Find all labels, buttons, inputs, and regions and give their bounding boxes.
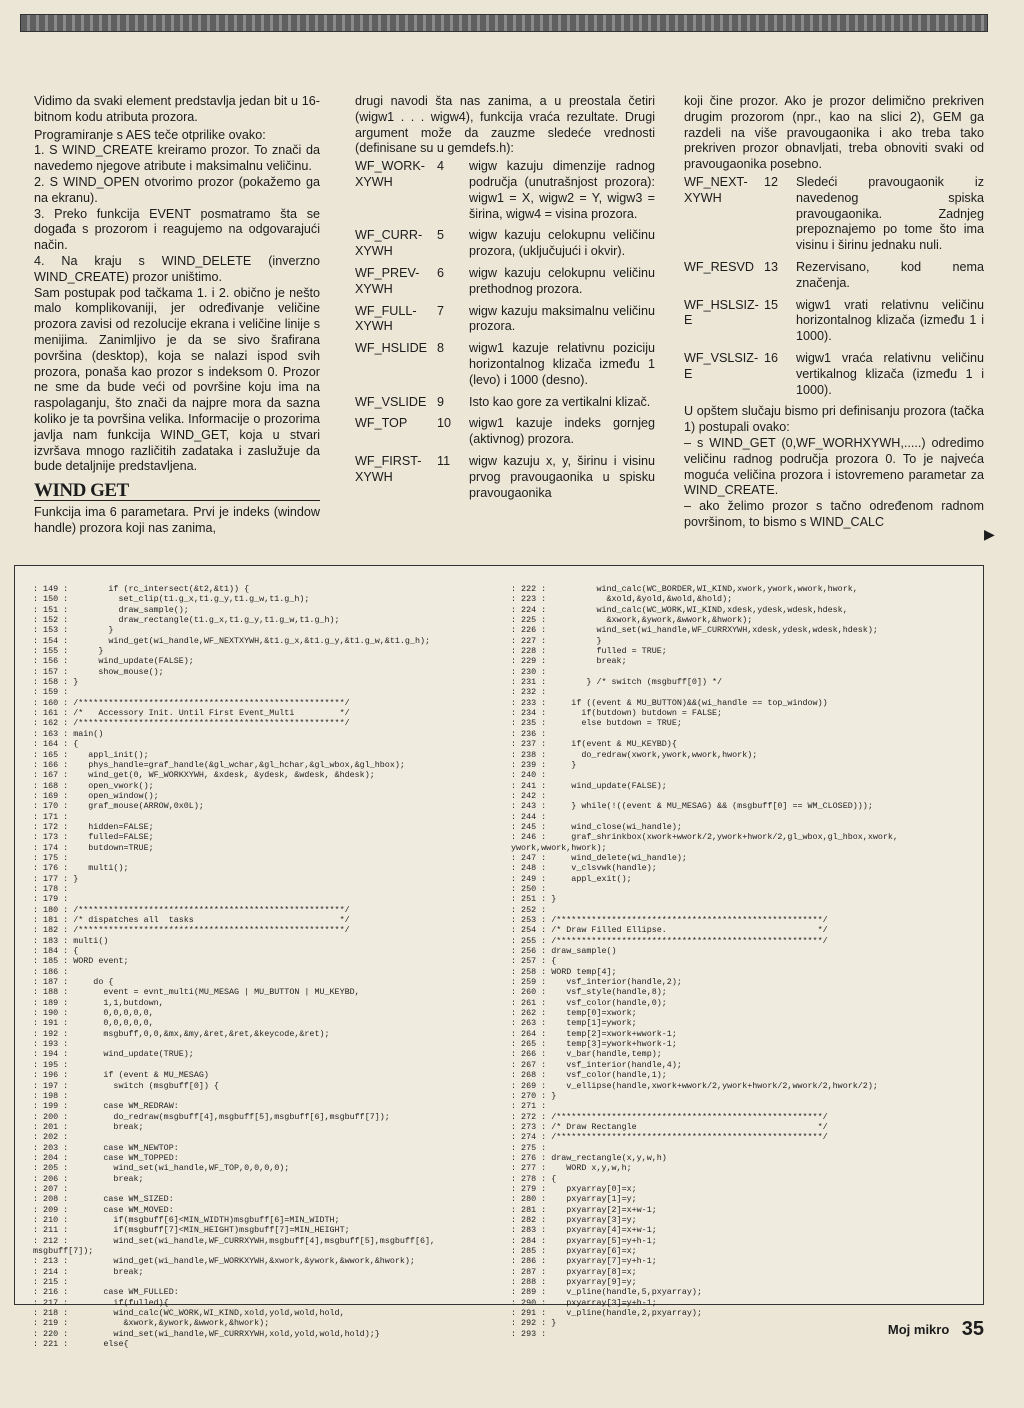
code-line: : 184 : { (33, 946, 79, 957)
code-line: : 289 : v_pline(handle,5,pxyarray); (511, 1287, 702, 1298)
code-line: : 217 : if(fulled){ (33, 1297, 169, 1308)
param-number: 15 (764, 297, 779, 312)
code-line: : 221 : else{ (33, 1339, 129, 1350)
code-line: : 257 : { (511, 956, 557, 967)
code-line: : 243 : } while(!((event & MU_MESAG) && (msgbuff[0] == WM_CLOSED))); (511, 801, 873, 812)
code-line: : 159 : (33, 687, 69, 698)
code-line: : 153 : } (33, 625, 114, 636)
code-line: : 222 : wind_calc(WC_BORDER,WI_KIND,xwork,ywork,wwork,hwork, (511, 584, 858, 594)
code-line: : 178 : (33, 883, 69, 894)
code-line: : 235 : else butdown = TRUE; (511, 718, 682, 729)
param-row (355, 341, 655, 394)
page-footer (888, 1318, 984, 1341)
code-line: : 236 : (511, 728, 547, 739)
param-desc: wigw1 kazuje relativnu poziciju horizontalnog klizača između 1 (levo) i 1000 (desno). (469, 341, 655, 387)
code-line: : 258 : WORD temp[4]; (511, 966, 617, 977)
code-line: : 261 : vsf_color(handle,0); (511, 997, 667, 1008)
code-line: : 271 : (511, 1101, 547, 1112)
code-line: : 160 : /*****************************************************/ (33, 697, 350, 708)
param-row (355, 416, 655, 454)
code-line: : 292 : } (511, 1318, 557, 1329)
code-line: : 233 : if ((event & MU_BUTTON)&&(wi_handle == top_window)) (511, 697, 828, 708)
code-line: : 247 : wind_delete(wi_handle); (511, 852, 687, 863)
code-line: : 158 : } (33, 677, 79, 688)
code-line: : 182 : /*****************************************************/ (33, 925, 350, 936)
code-line: : 244 : (511, 811, 547, 822)
param-name: WF_PREV- XYWH (355, 265, 420, 296)
code-line: : 181 : /* dispatches all tasks */ (33, 915, 350, 925)
code-line: : 164 : { (33, 739, 79, 750)
code-line: msgbuff[7]); (33, 1246, 94, 1256)
param-name: WF_RESVD (684, 259, 754, 274)
param-number: 11 (437, 453, 451, 468)
param-row (684, 351, 984, 404)
code-line: : 186 : (33, 966, 69, 977)
code-line: : 229 : break; (511, 656, 627, 667)
code-line: : 259 : vsf_interior(handle,2); (511, 977, 682, 988)
code-line: : 248 : v_clsvwk(handle); (511, 863, 657, 874)
param-table (355, 159, 655, 507)
code-line: : 161 : /* Accessory Init. Until First Event_Multi */ (33, 708, 350, 719)
paragraph: 2. S WIND_OPEN otvorimo prozor (pokažemo ga na ekranu). (34, 174, 320, 205)
param-number: 4 (437, 159, 445, 174)
code-line: : 230 : (511, 666, 547, 677)
code-line: : 220 : wind_set(wi_handle,WF_CURRXYWH,xold,yold,wold,hold);} (33, 1328, 380, 1339)
code-line: : 268 : vsf_color(handle,1); (511, 1070, 667, 1081)
code-line: : 237 : if(event & MU_KEYBD){ (511, 739, 677, 750)
param-desc: wigw kazuju dimenzije radnog područja (unutrašnjost prozora): wigw1 = X, wigw2 = Y, wigw3 = širina, wigw4 = visina prozora. (469, 159, 655, 221)
code-line: : 252 : (511, 904, 547, 915)
code-line: : 152 : draw_rectangle(t1.g_x,t1.g_y,t1.g_w,t1.g_h); (33, 615, 340, 626)
code-line: : 213 : wind_get(wi_handle,WF_WORKXYWH,&xwork,&ywork,&wwork,&hwork); (33, 1256, 415, 1267)
code-line: : 238 : do_redraw(xwork,ywork,wwork,hwork); (511, 749, 758, 760)
code-line: : 170 : graf_mouse(ARROW,0x0L); (33, 801, 204, 812)
code-line: : 260 : vsf_style(handle,8); (511, 987, 667, 998)
code-line: : 215 : (33, 1277, 69, 1288)
code-line: : 219 : &xwork,&ywork,&wwork,&hwork); (33, 1318, 270, 1329)
paragraph: koji čine prozor. Ako je prozor delimično prekriven drugim prozorom (npr., kao na slici 2), GEM ga razdeli na više pravougaonika i ako treba tako prekriven prozor obnavljati, treba obnoviti svaki od pravougaonika posebno. (684, 94, 984, 172)
code-line: : 204 : case WM_TOPPED: (33, 1152, 179, 1163)
code-line: : 227 : } (511, 635, 602, 646)
code-line: ywork,wwork,hwork); (511, 842, 607, 853)
code-line: : 285 : pxyarray[6]=x; (511, 1246, 637, 1256)
code-line: : 193 : (33, 1039, 69, 1050)
code-line: : 180 : /*****************************************************/ (33, 904, 350, 915)
code-line: : 225 : &xwork,&ywork,&wwork,&hwork); (511, 615, 753, 626)
code-line: : 189 : 1,1,butdown, (33, 997, 164, 1008)
code-column-left (33, 584, 435, 1349)
code-line: : 231 : } /* switch (msgbuff[0]) */ (511, 677, 723, 688)
text-column-3 (684, 94, 984, 531)
code-line: : 250 : (511, 883, 547, 894)
code-line: : 196 : if (event & MU_MESAG) (33, 1070, 209, 1081)
paragraph: Sam postupak pod tačkama 1. i 2. obično je nešto malo komplikovaniji, jer određivanje veličine prozora zavisi od rezolucije ekrana i veličine linije s menijima. Zanimljivo je da se sivo šrafirana površina (desktop), koja se nalazi ispod svih prozora, ponaša kao prozor s indeksom 0. Prozor ne sme da bude veći od površine koju ima na raspolaganju, što znači da najpre mora da sazna koliko je ta površina velika. Informacije o prozorima javlja nam funkcija WIND_GET, koja u stvari izvršava mnogo različitih zadataka i zaslužuje da bude detaljnije predstavljena. (34, 285, 320, 474)
param-desc: wigw1 vraća relativnu veličinu vertikalnog klizača (između 1 i 1000). (796, 350, 984, 397)
code-line: : 205 : wind_set(wi_handle,WF_TOP,0,0,0,0); (33, 1163, 290, 1174)
code-line: : 191 : 0,0,0,0,0, (33, 1018, 154, 1029)
code-line: : 190 : 0,0,0,0,0, (33, 1008, 154, 1019)
param-desc: wigw1 vrati relativnu veličinu horizontalnog klizača (između 1 i 1000). (796, 297, 984, 344)
code-line: : 256 : draw_sample() (511, 946, 617, 957)
code-line: : 198 : (33, 1090, 69, 1101)
param-desc: wigw kazuju celokupnu veličinu prozora, (uključujući i okvir). (469, 228, 655, 259)
code-line: : 267 : vsf_interior(handle,4); (511, 1059, 682, 1070)
param-row (684, 298, 984, 351)
code-line: : 274 : /*****************************************************/ (511, 1132, 828, 1143)
code-line: : 185 : WORD event; (33, 956, 129, 967)
param-row (684, 260, 984, 298)
code-line: : 207 : (33, 1183, 69, 1194)
param-number: 6 (437, 265, 445, 280)
code-line: : 187 : do { (33, 977, 114, 988)
code-line: : 241 : wind_update(FALSE); (511, 780, 667, 791)
param-name: WF_WORK- XYWH (355, 159, 425, 189)
code-line: : 201 : break; (33, 1121, 144, 1132)
code-line: : 246 : graf_shrinkbox(xwork+wwork/2,ywork+hwork/2,gl_wbox,gl_hbox,xwork, (511, 832, 898, 843)
code-line: : 156 : wind_update(FALSE); (33, 656, 194, 667)
code-line: : 254 : /* Draw Filled Ellipse. */ (511, 925, 828, 936)
code-line: : 155 : } (33, 646, 104, 657)
code-line: : 255 : /*****************************************************/ (511, 935, 828, 946)
paragraph: 1. S WIND_CREATE kreiramo prozor. To znači da navedemo njegove atribute i maksimalnu veličinu. (34, 143, 320, 174)
param-number: 16 (764, 350, 779, 365)
param-row (355, 395, 655, 417)
param-name: WF_CURR- XYWH (355, 228, 423, 259)
code-line: : 214 : break; (33, 1266, 144, 1277)
code-line: : 206 : break; (33, 1173, 144, 1184)
code-line: : 179 : (33, 894, 69, 905)
code-line: : 293 : (511, 1328, 547, 1339)
param-desc: Sledeći pravougaonik iz navedenog spiska pravougaonika. Zadnjeg prepoznajemo po tome što ima visinu i širinu jednaku nuli. (796, 174, 984, 253)
param-number: 12 (764, 174, 779, 189)
page-header-bar (20, 14, 988, 32)
code-line: : 262 : temp[0]=xwork; (511, 1008, 637, 1019)
code-line: : 276 : draw_rectangle(x,y,w,h) (511, 1152, 667, 1163)
paragraph: 3. Preko funkcija EVENT posmatramo šta se događa s prozorom i reagujemo na odgovarajući način. (34, 206, 320, 253)
code-line: : 151 : draw_sample(); (33, 604, 189, 615)
code-line: : 167 : wind_get(0, WF_WORKXYWH, &xdesk, &ydesk, &wdesk, &hdesk); (33, 770, 375, 781)
code-line: : 208 : case WM_SIZED: (33, 1194, 174, 1205)
param-desc: wigw kazuju celokupnu veličinu prethodnog prozora. (469, 265, 655, 296)
param-desc: wigw kazuju x, y, širinu i visinu prvog pravougaonika u spisku pravougaonika (469, 453, 655, 500)
code-line: : 264 : temp[2]=xwork+wwork-1; (511, 1028, 677, 1039)
param-row (355, 266, 655, 304)
code-line: : 171 : (33, 811, 69, 822)
code-line: : 239 : } (511, 759, 577, 770)
code-line: : 176 : multi(); (33, 863, 129, 874)
code-line: : 166 : phys_handle=graf_handle(&gl_wchar,&gl_hchar,&gl_wbox,&gl_hbox); (33, 759, 405, 770)
code-line: : 149 : if (rc_intersect(&t2,&t1)) { (33, 584, 250, 594)
code-line: : 218 : wind_calc(WC_WORK,WI_KIND,xold,yold,wold,hold, (33, 1308, 345, 1319)
code-line: : 172 : hidden=FALSE; (33, 821, 154, 832)
param-name: WF_FULL- XYWH (355, 303, 417, 334)
code-line: : 154 : wind_get(wi_handle,WF_NEXTXYWH,&t1.g_x,&t1.g_y,&t1.g_w,&t1.g_h); (33, 635, 431, 646)
code-line: : 211 : if(msgbuff[7]<MIN_HEIGHT)msgbuff[7]=MIN_HEIGHT; (33, 1225, 350, 1236)
code-line: : 278 : { (511, 1173, 557, 1184)
code-line: : 162 : /*****************************************************/ (33, 718, 350, 729)
code-line: : 277 : WORD x,y,w,h; (511, 1163, 632, 1174)
code-line: : 203 : case WM_NEWTOP: (33, 1142, 179, 1153)
code-line: : 224 : wind_calc(WC_WORK,WI_KIND,xdesk,ydesk,wdesk,hdesk, (511, 604, 848, 615)
code-line: : 169 : open_window(); (33, 790, 159, 801)
code-line: : 270 : } (511, 1090, 557, 1101)
param-name: WF_FIRST- XYWH (355, 453, 422, 484)
code-line: : 281 : pxyarray[2]=x+w-1; (511, 1204, 657, 1215)
param-table (684, 175, 984, 404)
magazine-name: Moj mikro (887, 1322, 950, 1337)
code-line: : 197 : switch (msgbuff[0]) { (33, 1080, 219, 1091)
code-line: : 240 : (511, 770, 547, 781)
code-line: : 272 : /*****************************************************/ (511, 1111, 828, 1122)
section-heading: WIND GET (34, 483, 320, 501)
param-row (355, 228, 655, 266)
code-line: : 286 : pxyarray[7]=y+h-1; (511, 1256, 657, 1267)
code-line: : 175 : (33, 852, 69, 863)
paragraph: 4. Na kraju s WIND_DELETE (inverzno WIND_CREATE) prozor uništimo. (34, 253, 320, 284)
code-line: : 284 : pxyarray[5]=y+h-1; (511, 1235, 657, 1246)
code-line: : 251 : } (511, 894, 557, 905)
code-line: : 223 : &xold,&yold,&wold,&hold); (511, 594, 733, 605)
code-line: : 279 : pxyarray[0]=x; (511, 1183, 637, 1194)
code-column-right (511, 584, 898, 1339)
code-line: : 226 : wind_set(wi_handle,WF_CURRXYWH,xdesk,ydesk,wdesk,hdesk); (511, 625, 878, 636)
param-number: 8 (437, 341, 445, 356)
code-line: : 194 : wind_update(TRUE); (33, 1049, 194, 1060)
code-line: : 195 : (33, 1059, 69, 1070)
param-name: WF_TOP (355, 416, 408, 431)
code-line: : 266 : v_bar(handle,temp); (511, 1049, 662, 1060)
code-line: : 210 : if(msgbuff[6]<MIN_WIDTH)msgbuff[6]=MIN_WIDTH; (33, 1214, 340, 1225)
code-line: : 199 : case WM_REDRAW: (33, 1101, 179, 1112)
code-line: : 202 : (33, 1132, 69, 1143)
paragraph: Vidimo da svaki element predstavlja jedan bit u 16-bitnom kodu atributa prozora. (34, 94, 320, 124)
code-line: : 265 : temp[3]=ywork+hwork-1; (511, 1039, 677, 1050)
code-line: : 288 : pxyarray[9]=y; (511, 1277, 637, 1288)
code-line: : 287 : pxyarray[8]=x; (511, 1266, 637, 1277)
code-line: : 253 : /*****************************************************/ (511, 915, 828, 925)
param-desc: Isto kao gore za vertikalni klizač. (469, 394, 651, 409)
paragraph: drugi navodi šta nas zanima, a u preostala četiri (wigw1 . . . wigw4), funkcija vraća rezultate. Drugi argument može da zauzme sledeće vrednosti (definisane su u gemdefs.h): (355, 94, 655, 156)
page-number: 35 (961, 1318, 984, 1340)
param-row (684, 175, 984, 260)
paragraph: Programiranje s AES teče otprilike ovako: (34, 127, 266, 142)
param-desc: wigw kazuju maksimalnu veličinu prozora. (469, 303, 655, 334)
code-line: : 290 : pxyarray[3]=y+h-1; (511, 1297, 657, 1308)
code-line: : 245 : wind_close(wi_handle); (511, 821, 682, 832)
param-name: WF_HSLSIZ- E (684, 297, 759, 328)
text-column-1 (34, 94, 320, 537)
code-line: : 150 : set_clip(t1.g_x,t1.g_y,t1.g_w,t1.g_h); (33, 594, 310, 605)
code-line: : 269 : v_ellipse(handle,xwork+wwork/2,ywork+hwork/2,wwork/2,hwork/2); (511, 1080, 878, 1091)
param-desc: Rezervisano, kod nema značenja. (796, 259, 984, 290)
code-line: : 163 : main() (33, 728, 104, 739)
code-line: : 273 : /* Draw Rectangle */ (511, 1121, 828, 1132)
code-line: : 209 : case WM_MOVED: (33, 1204, 174, 1215)
text-column-2 (355, 94, 655, 507)
param-name: WF_NEXT- XYWH (684, 174, 748, 205)
param-number: 10 (437, 416, 452, 431)
param-name: WF_VSLIDE (355, 394, 427, 409)
code-line: : 234 : if(butdown) butdown = FALSE; (511, 708, 723, 719)
param-row (355, 454, 655, 507)
code-line: : 174 : butdown=TRUE; (33, 842, 154, 853)
param-desc: wigw1 kazuje indeks gornjeg (aktivnog) prozora. (469, 416, 655, 447)
param-number: 5 (437, 228, 445, 243)
code-line: : 283 : pxyarray[4]=x+w-1; (511, 1225, 657, 1236)
code-line: : 173 : fulled=FALSE; (33, 832, 154, 843)
code-line: : 280 : pxyarray[1]=y; (511, 1194, 637, 1205)
code-line: : 188 : event = evnt_multi(MU_MESAG | MU_BUTTON | MU_KEYBD, (33, 987, 360, 998)
param-number: 13 (764, 259, 779, 274)
code-line: : 242 : (511, 790, 547, 801)
code-line: : 282 : pxyarray[3]=y; (511, 1214, 637, 1225)
param-name: WF_HSLIDE (355, 341, 428, 356)
code-line: : 291 : v_pline(handle,2,pxyarray); (511, 1308, 702, 1319)
code-line: : 216 : case WM_FULLED: (33, 1287, 179, 1298)
code-line: : 249 : appl_exit(); (511, 873, 632, 884)
paragraph: U opštem slučaju bismo pri definisanju prozora (tačka 1) postupali ovako: – s WIND_GET (0,WF_WORHXYWH,.....) odredimo veličinu radnog područja prozora 0. To je najveća moguća veličina prozora i istovremeno parametar za WIND_CREATE. – ako želimo prozor s tačno određenom radnom površinom, to bismo s WIND_CALC (684, 404, 984, 529)
code-line: : 263 : temp[1]=ywork; (511, 1018, 637, 1029)
param-row (355, 304, 655, 342)
code-line: : 192 : msgbuff,0,0,&mx,&my,&ret,&ret,&keycode,&ret); (33, 1028, 330, 1039)
param-number: 7 (437, 303, 445, 318)
continue-arrow-icon: ▶ (984, 526, 995, 542)
code-line: : 157 : show_mouse(); (33, 666, 164, 677)
paragraph: Funkcija ima 6 parametara. Prvi je indeks (window handle) prozora koji nas zanima, (34, 504, 320, 535)
code-line: : 183 : multi() (33, 935, 109, 946)
code-line: : 177 : } (33, 873, 79, 884)
code-line: : 168 : open_vwork(); (33, 780, 154, 791)
code-line: : 212 : wind_set(wi_handle,WF_CURRXYWH,msgbuff[4],msgbuff[5],msgbuff[6], (33, 1235, 436, 1246)
code-line: : 228 : fulled = TRUE; (511, 646, 667, 657)
code-line: : 165 : appl_init(); (33, 749, 149, 760)
code-line: : 232 : (511, 687, 547, 698)
param-number: 9 (437, 394, 445, 409)
param-name: WF_VSLSIZ- E (684, 350, 759, 381)
code-line: : 200 : do_redraw(msgbuff[4],msgbuff[5],msgbuff[6],msgbuff[7]); (33, 1111, 390, 1122)
code-line: : 275 : (511, 1142, 547, 1153)
param-row (355, 159, 655, 228)
